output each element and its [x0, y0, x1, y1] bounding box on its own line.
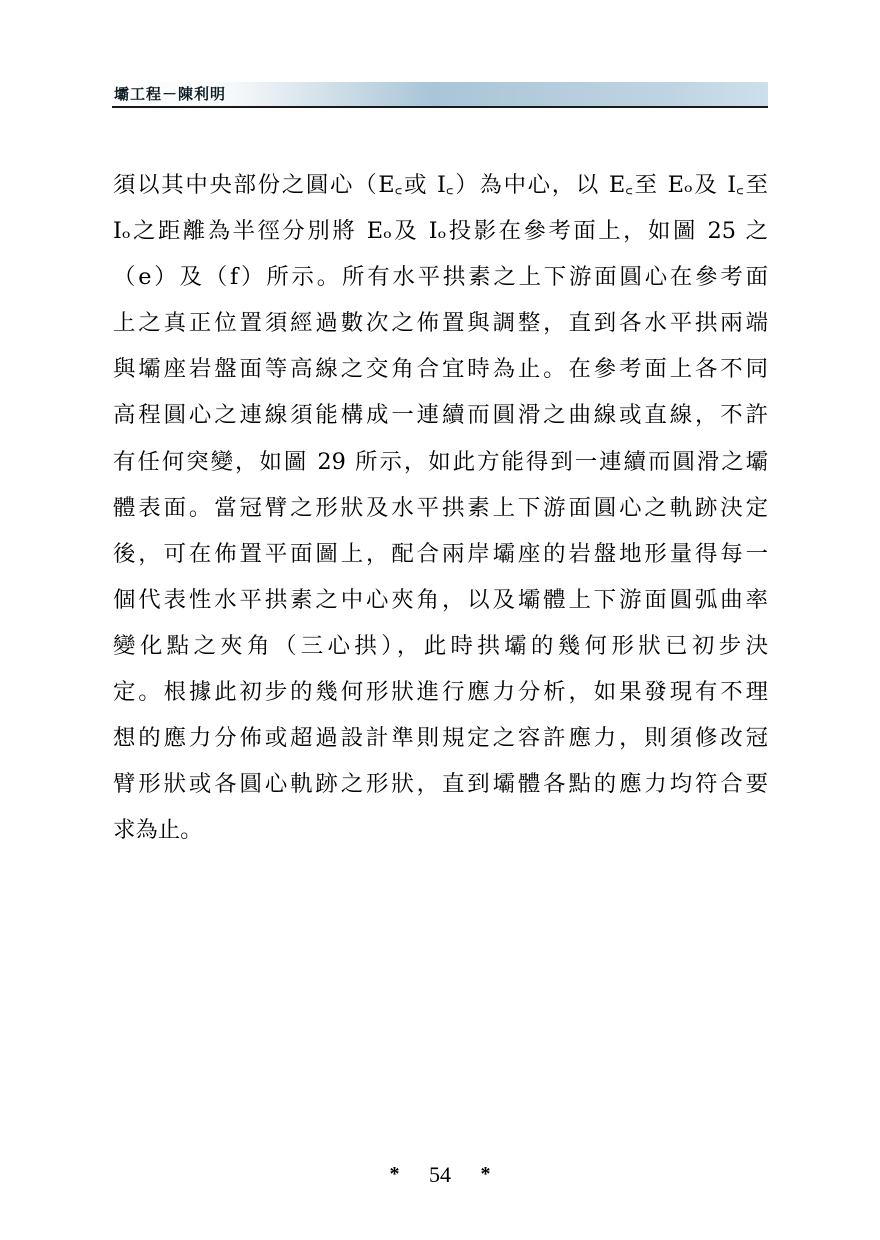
- text-line: （e）及（f）所示。所有水平拱素之上下游面圓心在參考面: [113, 264, 768, 291]
- text-line: 須以其中央部份之圓心（E꜀或 I꜀）為中心，以 E꜀至 Eₒ及 I꜀至: [113, 172, 768, 198]
- text-line: 定。根據此初步的幾何形狀進行應力分析，如果發現有不理: [113, 679, 768, 706]
- footer-star-right: *: [480, 1163, 491, 1185]
- text-line: 上之真正位置須經過數次之佈置與調整，直到各水平拱兩端: [113, 310, 768, 337]
- page-footer: [0, 1160, 880, 1189]
- text-line: 後，可在佈置平面圖上，配合兩岸壩座的岩盤地形量得每一: [113, 540, 768, 567]
- header-title: 壩工程－陳利明: [114, 85, 227, 103]
- text-line: 求為止。: [113, 817, 203, 844]
- text-line: Iₒ之距離為半徑分別將 Eₒ及 Iₒ投影在參考面上，如圖 25 之: [113, 218, 768, 245]
- footer-star-left: *: [389, 1163, 400, 1185]
- body-paragraph: [113, 162, 768, 853]
- text-line: 高程圓心之連線須能構成一連續而圓滑之曲線或直線，不許: [113, 402, 768, 429]
- text-line: 想的應力分佈或超過設計準則規定之容許應力，則須修改冠: [113, 725, 768, 752]
- text-line: 有任何突變，如圖 29 所示，如此方能得到一連續而圓滑之壩: [113, 448, 768, 475]
- text-line: 變化點之夾角（三心拱），此時拱壩的幾何形狀已初步決: [113, 632, 768, 659]
- text-line: 臂形狀或各圓心軌跡之形狀，直到壩體各點的應力均符合要: [113, 771, 768, 798]
- text-line: 體表面。當冠臂之形狀及水平拱素上下游面圓心之軌跡決定: [113, 494, 768, 521]
- page-number: 54: [429, 1162, 451, 1187]
- text-line: 與壩座岩盤面等高線之交角合宜時為止。在參考面上各不同: [113, 356, 768, 383]
- running-header: [112, 82, 768, 108]
- text-line: 個代表性水平拱素之中心夾角，以及壩體上下游面圓弧曲率: [113, 586, 768, 613]
